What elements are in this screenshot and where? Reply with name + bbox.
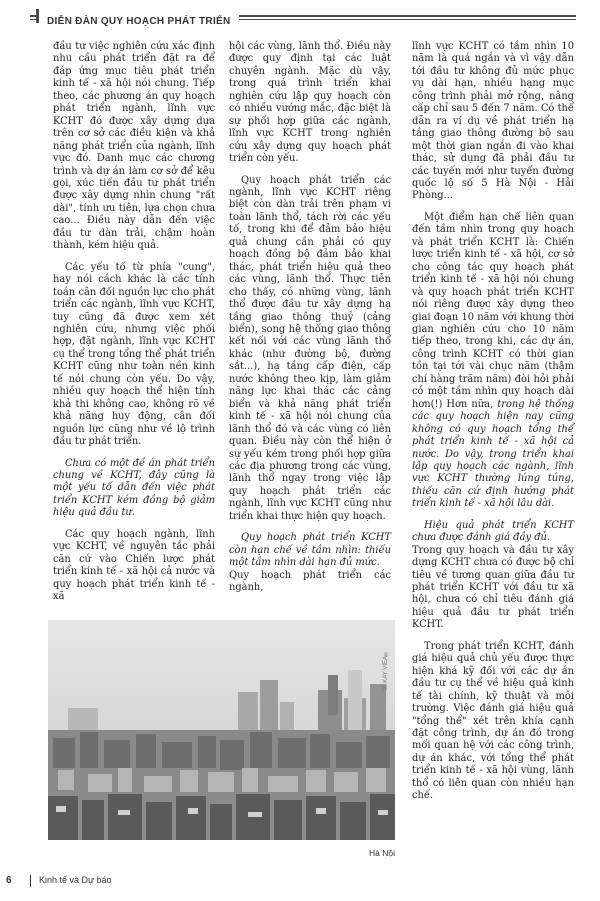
- paragraph-italic-part: trong hệ thống các quy hoạch hiện nay cũng không có quy hoạch tổng thể phát triển kinh tế - xã hội cả nước. Do vậy, trong triển khai lập quy hoạch các ngành, lĩnh vực KCHT thường lúng túng, thiếu căn cứ định hướng phát triển kinh tế - xã hội lâu dài.: [412, 398, 575, 510]
- paragraph: hội các vùng, lãnh thổ. Điều này được quy định tại các luật chuyên ngành. Mặc dù vậy, trong quá trình triển khai nghiên cứu lập quy hoạch còn có nhiều vướng mắc, đặc biệt là sự phối hợp giữa các ngành, lĩnh vực KCHT trong nghiên cứu xây dựng quy hoạch phát triển còn yếu.: [229, 41, 391, 165]
- magazine-name: Kinh tế và Dự báo: [39, 875, 112, 885]
- paragraph-part: Một điểm hạn chế liên quan đến tầm nhìn trong quy hoạch và phát triển KCHT là: Chiến lược triển kinh tế - xã hội, cơ sở cho công tác quy hoạch phát triển kinh tế - xã hội nói chung và quy hoạch phát triển KCHT nói riêng được xây dựng theo giai đoạn 10 năm với khung thời gian nghiên cứu cho 10 năm tiếp theo, trong khi, các dự án, công trình KCHT có thời gian tồn tại tới vài chục năm (thậm chí hàng trăm năm) đòi hỏi phải có một tầm nhìn quy hoạch dài hơn(!) Hơn nữa,: [412, 211, 574, 410]
- paragraph: Các quy hoạch ngành, lĩnh vực KCHT, về nguyên tắc phải căn cứ vào Chiến lược phát triển kinh tế - xã hội cả nước và quy hoạch phát triển kinh tế - xã: [53, 528, 215, 603]
- footer-divider: [30, 875, 31, 887]
- photo-credit: Mi KAY VIẾA®: [383, 650, 389, 691]
- text-column-2: [229, 41, 391, 603]
- paragraph: Trong quy hoạch và đầu tư xây dựng KCHT chưa có được bộ chỉ tiêu về tương quan giữa đầu tư phát triển KCHT với đầu tư xã hội, chưa có chỉ tiêu đánh giá hiệu quả đầu tư phát triển KCHT.: [412, 544, 574, 631]
- paragraph: đầu tư việc nghiên cứu xác định nhu cầu phát triển đặt ra để đáp ứng mục tiêu phát triển kinh tế - xã hội nói chung. Tiếp theo, các phương án quy hoạch phát triển ngành, lĩnh vực KCHT đó được xây dựng dựa trên cơ sở các điều kiện và khả năng phát triển của ngành, lĩnh vực đó. Danh mục các chương trình và dự án làm cơ sở để kêu gọi, xúc tiến đầu tư phát triển được xây dựng nhìn chung "rất dài", tính ưu tiên, lựa chọn chưa cao... Điều này dẫn đến việc đầu tư dàn trải, chậm hoàn thành, kém hiệu quả.: [53, 41, 215, 252]
- subheading-paragraph: Chưa có một đề án phát triển chung về KCHT, đây cũng là một yếu tố dẫn đến việc phát triển KCHT kém đồng bộ giảm hiệu quả đầu tư.: [53, 457, 215, 519]
- paragraph: Quy hoạch phát triển các ngành,: [229, 569, 391, 594]
- section-title: DIỄN ĐÀN QUY HOẠCH PHÁT TRIỂN: [47, 16, 231, 27]
- subheading-paragraph: Quy hoạch phát triển KCHT còn hạn chế về tầm nhìn: thiếu một tầm nhìn dài hạn đủ mức.: [229, 532, 391, 569]
- paragraph: lĩnh vực KCHT có tầm nhìn 10 năm là quá ngắn và vì vậy dẫn tới đầu tư không đủ mức phục vụ dài hạn, nhiều hạng mục công trình phải mở rộng, nâng cấp chỉ sau 5 đến 7 năm. Có thể dẫn ra ví dụ về phát triển hạ tầng giao thông đường bộ sau một thời gian ngắn đi vào khai thác, sử dụng đã phải đầu tư các tuyến mới như tuyến đường quốc lộ số 5 Hà Nội - Hải Phòng...: [412, 41, 574, 202]
- page-number: 6: [6, 875, 12, 886]
- text-column-1: [53, 41, 215, 612]
- photo-caption: Hà Nội: [369, 848, 395, 858]
- page-footer: [0, 870, 600, 900]
- paragraph: Các yếu tố từ phía "cung", hay nói cách khác là các tính toán cân đối nguồn lực cho phát triển các ngành, lĩnh vực KCHT, tuy cũng đã được xem xét nghiên cứu, nhưng việc phối hợp, đặt ngành, lĩnh vực KCHT cụ thể trong tổng thể phát triển KCHT cũng như toàn nền kinh tế nói chung còn yếu. Do vậy, nhiều quy hoạch thể hiện tính khả thi không cao, không rõ về khả năng huy động, cân đối nguồn lực cũng như về lộ trình đầu tư phát triển.: [53, 261, 215, 448]
- subheading-paragraph: Hiệu quả phát triển KCHT chưa được đánh giá đầy đủ.: [412, 519, 574, 544]
- paragraph: Quy hoạch phát triển các ngành, lĩnh vực KCHT riêng biệt còn dàn trải trên phạm vi toàn lãnh thổ, tách rời các yếu tố, trong khi để đảm bảo hiệu quả chung cần phải có quy hoạch đồng bộ đảm bảo khai thác, phát triển hiệu quả theo các vùng, lãnh thổ. Thực tiễn cho thấy, có những vùng, lãnh thổ được đầu tư xây dựng hạ tầng giao thông thuỷ (cảng biển), song hệ thống giao thông kết nối với các vùng lãnh thổ khác (như đường bộ, đường sắt...), hạ tầng cấp điện, cấp nước không theo kịp, làm giảm năng lực khai thác các cảng biển và khả năng phát triển kinh tế - xã hội nói chung của lãnh thổ đó và các vùng có liên quan. Điều này còn thể hiện ở sự yếu kém trong phối hợp giữa các địa phương trong các vùng, lãnh thổ ngay trong việc lập quy hoạch phát triển các ngành, lĩnh vực KCHT cũng như triển khai thực hiện quy hoạch.: [229, 174, 391, 522]
- text-column-3: [412, 41, 574, 812]
- city-photo: [48, 620, 395, 840]
- section-header: [36, 9, 239, 27]
- hanoi-skyline-image: [48, 620, 395, 840]
- paragraph: [412, 212, 574, 511]
- paragraph: Trong phát triển KCHT, đánh giá hiệu quả chủ yếu được thực hiện khá kỹ đối với các dự án đầu tư cụ thể về hiệu quả kinh tế tài chính, kỹ thuật và môi trường. Việc đánh giá hiệu quả "tổng thể" xét trên khía cạnh đặt công trình, dự án đó trong mối quan hệ với các công trình, dự án khác, với tổng thể phát triển kinh tế - xã hội vùng, lãnh thổ có liên quan còn nhiều hạn chế.: [412, 640, 574, 802]
